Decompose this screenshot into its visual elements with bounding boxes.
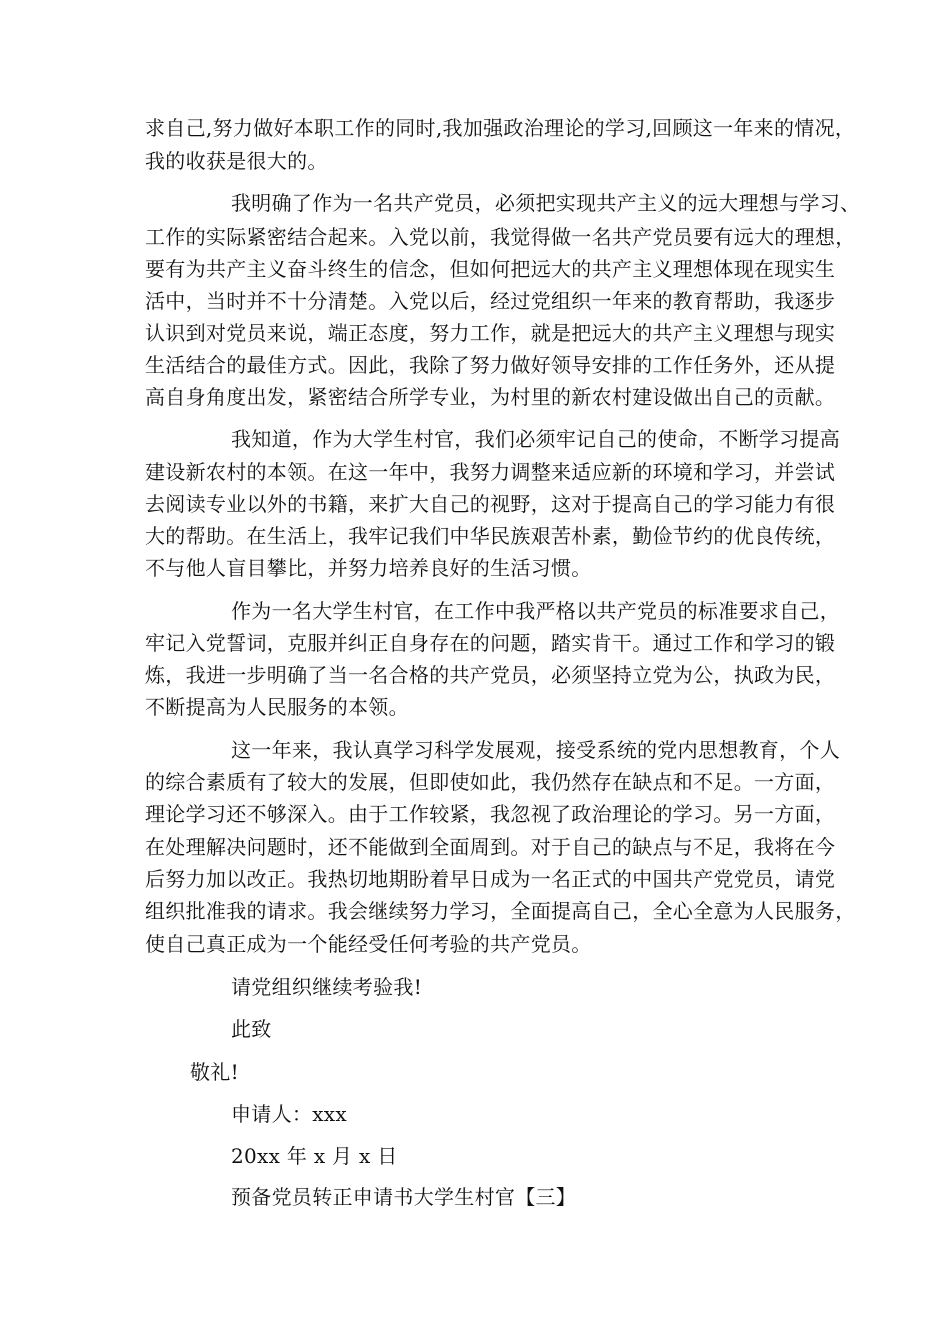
closing-salutation: 此致 [231,1017,272,1041]
paragraph-line: 使自己真正成为一个能经受任何考验的共产党员。 [145,932,592,956]
paragraph-line: 活中，当时并不十分清楚。入党以后，经过党组织一年来的教育帮助，我逐步 [145,289,836,313]
paragraph-line: 我的收获是很大的。 [145,149,328,173]
closing-respect: 敬礼! [190,1060,239,1084]
paragraph-line: 去阅读专业以外的书籍，来扩大自己的视野，这对于提高自己的学习能力有很 [145,492,836,516]
date-line: 20xx 年 x 月 x 日 [231,1144,398,1168]
paragraph-line: 我明确了作为一名共产党员，必须把实现共产主义的远大理想与学习、 [231,191,861,215]
request-line: 请党组织继续考验我! [231,975,423,999]
paragraph-line: 牢记入党誓词，克服并纠正自身存在的问题，踏实肯干。通过工作和学习的锻 [145,631,836,655]
paragraph-line: 在处理解决问题时，还不能做到全面周到。对于自己的缺点与不足，我将在今 [145,835,836,859]
paragraph-line: 高自身角度出发，紧密结合所学专业，为村里的新农村建设做出自己的贡献。 [145,385,836,409]
paragraph-line: 认识到对党员来说，端正态度，努力工作，就是把远大的共产主义理想与现实 [145,321,836,345]
paragraph-line: 组织批准我的请求。我会继续努力学习，全面提高自己，全心全意为人民服务， [145,899,856,923]
paragraph-line: 的综合素质有了较大的发展，但即使如此，我仍然存在缺点和不足。一方面， [145,770,836,794]
paragraph-line: 理论学习还不够深入。由于工作较紧，我忽视了政治理论的学习。另一方面， [145,802,836,826]
paragraph-line: 不断提高为人民服务的本领。 [145,695,409,719]
applicant-line: 申请人：xxx [231,1102,347,1126]
paragraph-line: 要有为共产主义奋斗终生的信念，但如何把远大的共产主义理想体现在现实生 [145,257,836,281]
paragraph-line: 后努力加以改正。我热切地期盼着早日成为一名正式的中国共产党党员，请党 [145,867,836,891]
next-section-title: 预备党员转正申请书大学生村官【三】 [231,1185,577,1209]
paragraph-line: 建设新农村的本领。在这一年中，我努力调整来适应新的环境和学习，并尝试 [145,460,836,484]
paragraph-line: 工作的实际紧密结合起来。入党以前，我觉得做一名共产党员要有远大的理想， [145,225,856,249]
paragraph-line: 大的帮助。在生活上，我牢记我们中华民族艰苦朴素，勤俭节约的优良传统， [145,524,836,548]
paragraph-line: 炼，我进一步明确了当一名合格的共产党员，必须坚持立党为公，执政为民， [145,663,836,687]
paragraph-line: 不与他人盲目攀比，并努力培养良好的生活习惯。 [145,556,592,580]
paragraph-line: 求自己,努力做好本职工作的同时,我加强政治理论的学习,回顾这一年来的情况， [145,116,856,140]
paragraph-line: 我知道，作为大学生村官，我们必须牢记自己的使命，不断学习提高 [231,427,840,451]
paragraph-line: 这一年来，我认真学习科学发展观，接受系统的党内思想教育，个人 [231,738,840,762]
paragraph-line: 生活结合的最佳方式。因此，我除了努力做好领导安排的工作任务外，还从提 [145,353,836,377]
paragraph-line: 作为一名大学生村官，在工作中我严格以共产党员的标准要求自己， [231,599,840,623]
